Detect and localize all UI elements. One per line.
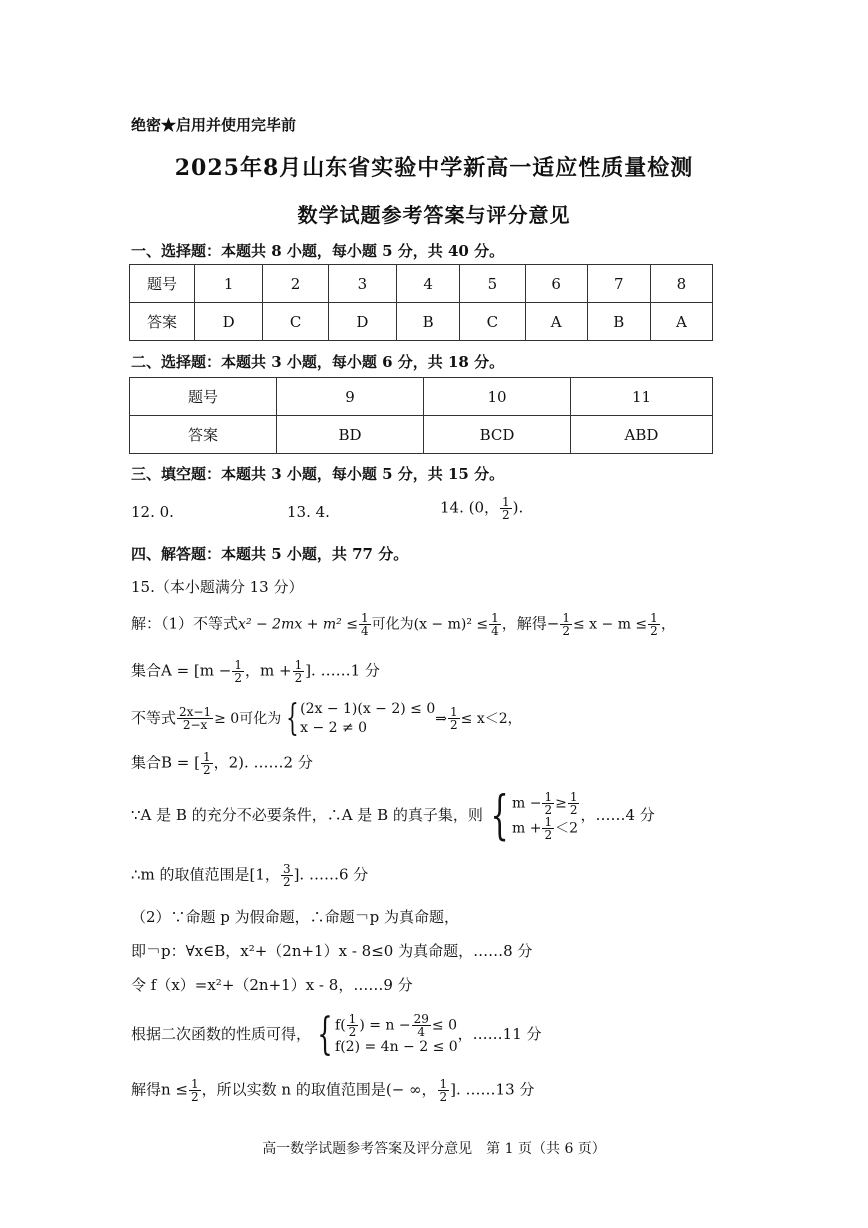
question-number: 11: [571, 378, 713, 416]
table-row: [130, 265, 713, 303]
solution-line-7: （2）∵命题 p 为假命题，∴命题￢p 为真命题，: [131, 908, 460, 926]
answer-14: [440, 496, 523, 521]
section2-answer-table: [129, 377, 713, 454]
solution-line-4: 集合B = [ $\frac{1}{2}$ ，2). ……2 分: [131, 750, 313, 777]
page-footer: 高一数学试题参考答案及评分意见 第 1 页（共 6 页）: [262, 1141, 606, 1157]
answer-cell: ABD: [571, 416, 713, 454]
secret-mark: 绝密★启用并使用完毕前: [131, 116, 297, 134]
row-label-question: 题号: [130, 378, 277, 416]
question-number: 8: [650, 265, 712, 303]
question-number: 10: [424, 378, 571, 416]
answer-cell: B: [397, 303, 460, 341]
section1-answer-table: [129, 264, 713, 341]
answer-13: 13. 4.: [287, 503, 330, 521]
question-number: 6: [525, 265, 587, 303]
solution-line-1: 解：（1）不等式x² − 2mx + m² ≤ $\frac{1}{4}$ 可化为(x − m)² ≤ $\frac{1}{4}$ ，解得− $\frac{1}{2}$ ≤ x − m ≤ $\frac{1}{2}$ ，: [131, 611, 676, 638]
section1-heading: 一、选择题：本题共 8 小题，每小题 5 分，共 40 分。: [131, 242, 505, 260]
answer-cell: D: [195, 303, 263, 341]
section4-heading: 四、解答题：本题共 5 小题，共 77 分。: [131, 545, 409, 563]
section3-heading: 三、填空题：本题共 3 小题，每小题 5 分，共 15 分。: [131, 465, 505, 483]
row-label-answer: 答案: [130, 303, 195, 341]
solution-line-10: 根据二次函数的性质可得， { f( $\frac{1}{2}$ ) = n − $\frac{29}{4}$ ≤ 0 f(2) = 4n − 2 ≤ 0，……11 分: [131, 1009, 542, 1060]
page-title: 2025年8月山东省实验中学新高一适应性质量检测: [174, 155, 694, 181]
answer-cell: C: [263, 303, 328, 341]
page-subtitle: 数学试题参考答案与评分意见: [297, 203, 571, 227]
solution-line-8: 即￢p：∀x∈B，x²+（2n+1）x - 8≤0 为真命题，……8 分: [131, 942, 533, 960]
answer-12: 12. 0.: [131, 503, 174, 521]
question-number: 7: [587, 265, 650, 303]
question-number: 1: [195, 265, 263, 303]
section2-heading: 二、选择题：本题共 3 小题，每小题 6 分，共 18 分。: [131, 353, 505, 371]
table-row: [130, 378, 713, 416]
answer-cell: BCD: [424, 416, 571, 454]
answer-14-suffix: ).: [512, 498, 524, 517]
solution-line-5: ∵A 是 B 的充分不必要条件，∴A 是 B 的真子集，则 { m − $\frac{1}{2}$ ≥ $\frac{1}{2}$ m + $\frac{1}{2}$ ＜2，……4 分: [131, 786, 655, 846]
answer-14-prefix: 14. (0，: [440, 498, 500, 517]
answer-cell: A: [650, 303, 712, 341]
question-number: 3: [328, 265, 396, 303]
table-row: [130, 416, 713, 454]
fraction: $\frac{1}{2}$: [502, 495, 510, 522]
solution-line-9: 令 f（x）=x²+（2n+1）x - 8，……9 分: [131, 976, 413, 994]
solution-line-2: 集合A = [m − $\frac{1}{2}$ ，m + $\frac{1}{2}$ ]. ……1 分: [131, 658, 380, 685]
answer-cell: D: [328, 303, 396, 341]
answer-cell: B: [587, 303, 650, 341]
answer-cell: A: [525, 303, 587, 341]
question-number: 2: [263, 265, 328, 303]
question-number: 5: [460, 265, 525, 303]
row-label-answer: 答案: [130, 416, 277, 454]
solution-line-11: 解得n ≤ $\frac{1}{2}$ ，所以实数 n 的取值范围是(− ∞， $\frac{1}{2}$ ]. ……13 分: [131, 1077, 535, 1104]
solution-line-3: 不等式 $\frac{2x-1}{2-x}$ ≥ 0可化为 {(2x − 1)(x − 2) ≤ 0 x − 2 ≠ 0⇒ $\frac{1}{2}$ ≤ x＜2，: [131, 697, 522, 739]
question-number: 4: [397, 265, 460, 303]
row-label-question: 题号: [130, 265, 195, 303]
answer-cell: C: [460, 303, 525, 341]
solution-line-6: ∴m 的取值范围是[1， $\frac{3}{2}$ ]. ……6 分: [131, 862, 369, 889]
question-number: 9: [277, 378, 424, 416]
table-row: [130, 303, 713, 341]
question-15-title: 15.（本小题满分 13 分）: [131, 578, 304, 596]
answer-cell: BD: [277, 416, 424, 454]
